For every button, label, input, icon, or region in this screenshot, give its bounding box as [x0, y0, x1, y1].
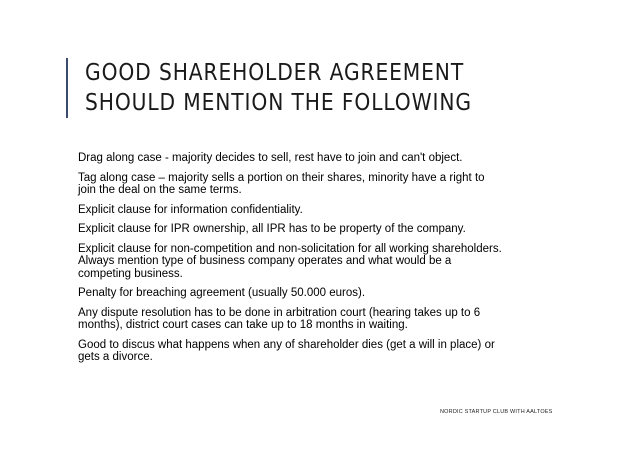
paragraph-tag-along: Tag along case – majority sells a portion on their shares, minority have a right to join the deal on the same terms. [78, 171, 485, 196]
slide-title [85, 58, 472, 118]
slide-title-line-2: SHOULD MENTION THE FOLLOWING [85, 90, 472, 116]
slide-footer: NORDIC STARTUP CLUB WITH AALTOES [440, 409, 553, 415]
paragraph-dispute-resolution: Any dispute resolution has to be done in arbitration court (hearing takes up to 6 months), district court cases can take up to 18 months in waiting. [78, 306, 481, 331]
paragraph-confidentiality: Explicit clause for information confidentiality. [78, 203, 303, 216]
paragraph-ipr-ownership: Explicit clause for IPR ownership, all IPR has to be property of the company. [78, 223, 466, 235]
paragraph-death-divorce: Good to discus what happens when any of shareholder dies (get a will in place) or gets a divorce. [78, 338, 495, 363]
paragraph-non-competition: Explicit clause for non-competition and non-solicitation for all working shareholders. Always mention type of business company operates and what would be a competing business. [78, 242, 502, 280]
slide-body [78, 152, 543, 371]
title-accent-bar [66, 58, 68, 118]
paragraph-drag-along: Drag along case - majority decides to sell, rest have to join and can't object. [78, 152, 463, 164]
slide-title-line-1: GOOD SHAREHOLDER AGREEMENT [85, 60, 465, 86]
paragraph-penalty: Penalty for breaching agreement (usually 50.000 euros). [78, 287, 366, 299]
